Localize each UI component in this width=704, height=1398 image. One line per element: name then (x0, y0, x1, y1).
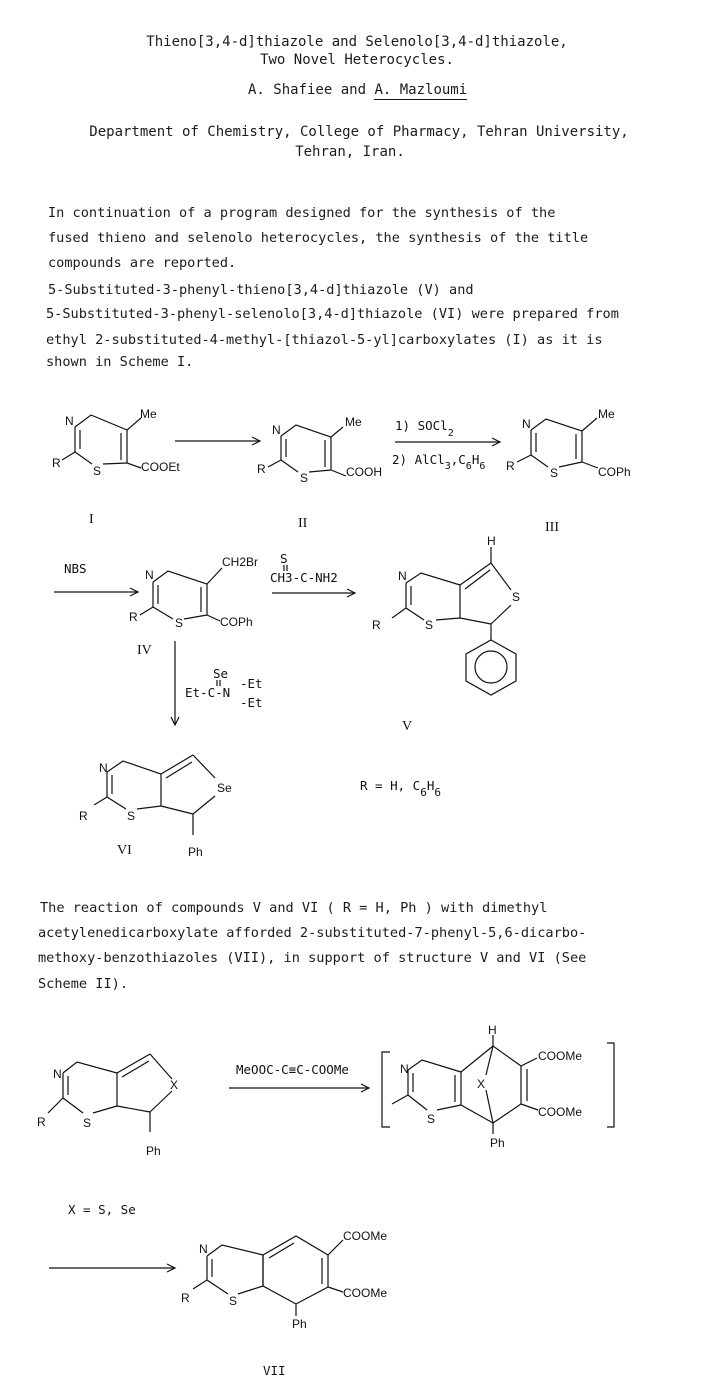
atom-N: N (99, 761, 108, 775)
atom-R: R (181, 1291, 190, 1305)
compound-V-label: V (402, 719, 413, 734)
atom-S: S (229, 1294, 238, 1308)
compound-I-label: I (89, 512, 94, 527)
intro-line-2: fused thieno and selenolo heterocycles, the synthesis of the title (48, 230, 589, 246)
intro-line-1: In continuation of a program designed for the synthesis of the (48, 205, 556, 221)
atom-H: H (488, 1023, 497, 1037)
selenoamide-et-top: -Et (240, 676, 263, 691)
bracket-right (607, 1043, 614, 1127)
intro-line-3: compounds are reported. (48, 255, 237, 271)
para2-line-4: shown in Scheme I. (46, 354, 194, 370)
atom-S: S (175, 616, 184, 630)
reagent-alcl3: 2) $AlCl_3,C_6H_6$ (392, 452, 486, 472)
atom-S: S (300, 471, 309, 485)
atom-S: S (83, 1116, 92, 1130)
selenoamide-et-bottom: -Et (240, 695, 263, 710)
atom-N: N (272, 423, 281, 437)
x-atom: X (170, 1078, 179, 1092)
atom-R: R (37, 1115, 46, 1129)
compound-III-label: III (545, 520, 559, 535)
para3-line-3: methoxy-benzothiazoles (VII), in support of structure V and VI (See (38, 950, 587, 966)
scheme2-adduct (392, 1023, 582, 1150)
atom-R: R (52, 456, 61, 470)
compound-IV-structure (129, 555, 258, 658)
atom-S: S (550, 466, 559, 480)
selenium-above: Se (213, 666, 229, 681)
atom-N: N (53, 1067, 62, 1081)
author-mazloumi: A. Mazloumi (374, 82, 468, 98)
atom-N: N (65, 414, 74, 428)
atom-S: S (127, 809, 136, 823)
x-atom: X (477, 1077, 486, 1091)
para3-line-2: acetylenedicarboxylate afforded 2-substituted-7-phenyl-5,6-dicarbo- (38, 925, 587, 941)
compound-IV-top-substituent: CH2Br (222, 555, 259, 569)
scheme2-reactant (37, 1054, 178, 1158)
atom-S: S (93, 464, 102, 478)
atom-Me: Me (140, 407, 157, 421)
compound-IV-substituent: COPh (220, 615, 253, 629)
compound-VII-label: VII (263, 1363, 286, 1378)
para2-line-1: 5-Substituted-3-phenyl-thieno[3,4-d]thiazole (V) and (48, 282, 474, 298)
sulfur-above: S (280, 551, 288, 566)
para2-line-3: ethyl 2-substituted-4-methyl-[thiazol-5-yl]carboxylates (I) as it is (46, 332, 603, 348)
para3-line-1: The reaction of compounds V and VI ( R = H, Ph ) with dimethyl (40, 900, 548, 916)
compound-II-substituent: COOH (346, 465, 382, 479)
phenyl-label: Ph (490, 1136, 505, 1150)
atom-N: N (522, 417, 531, 431)
phenyl-label: Ph (188, 845, 203, 859)
atom-Se: Se (217, 781, 232, 795)
selenoamide-formula: Et-C-N (185, 685, 231, 700)
atom-N: N (400, 1062, 409, 1076)
compound-VI-structure (79, 755, 232, 859)
r-definition: R = H, C6H6 (360, 778, 441, 799)
title-line-2: Two Novel Heterocycles. (260, 52, 454, 68)
thioamide-formula: CH3-C-NH2 (270, 570, 338, 585)
phenyl-label: Ph (292, 1317, 307, 1331)
compound-V-structure (372, 534, 520, 734)
ester-bottom: COOMe (343, 1286, 388, 1300)
atom-S: S (512, 590, 521, 604)
reagent-nbs: NBS (64, 561, 87, 576)
compound-IV-label: IV (137, 643, 152, 658)
title-line-1: Thieno[3,4-d]thiazole and Selenolo[3,4-d]thiazole, (146, 34, 568, 50)
x-definition: X = S, Se (68, 1202, 136, 1217)
thioamide-reagent (270, 551, 338, 585)
dmad-reagent: MeOOC-C≡C-COOMe (236, 1062, 349, 1077)
atom-S: S (425, 618, 434, 632)
atom-H: H (487, 534, 496, 548)
atom-R: R (79, 809, 88, 823)
compound-II-label: II (298, 516, 308, 531)
compound-II-structure (257, 415, 382, 531)
atom-N: N (398, 569, 407, 583)
compound-VI-label: VI (117, 843, 132, 858)
ester-top: COOMe (538, 1049, 583, 1063)
bracket-left (382, 1052, 390, 1127)
compound-III-structure (506, 407, 631, 535)
ester-bottom: COOMe (538, 1105, 583, 1119)
atom-Me: Me (345, 415, 362, 429)
compound-I-structure (52, 407, 180, 527)
atom-R: R (372, 618, 381, 632)
atom-Me: Me (598, 407, 615, 421)
compound-I-substituent: COOEt (141, 460, 180, 474)
para2-line-2: 5-Substituted-3-phenyl-selenolo[3,4-d]thiazole (VI) were prepared from (46, 306, 619, 322)
compound-III-substituent: COPh (598, 465, 631, 479)
selenoamide-reagent (185, 666, 263, 710)
atom-R: R (257, 462, 266, 476)
ester-top: COOMe (343, 1229, 388, 1243)
atom-N: N (199, 1242, 208, 1256)
atom-S: S (427, 1112, 436, 1126)
atom-R: R (129, 610, 138, 624)
phenyl-label: Ph (146, 1144, 161, 1158)
affiliation-line-2: Tehran, Iran. (295, 144, 405, 160)
compound-VII-structure (181, 1229, 387, 1331)
reagent-socl2: 1) SOCl$_2$ (395, 418, 454, 439)
atom-N: N (145, 568, 154, 582)
affiliation-line-1: Department of Chemistry, College of Pharmacy, Tehran University, (89, 124, 629, 140)
author-shafiee: A. Shafiee and (248, 82, 375, 98)
atom-R: R (506, 459, 515, 473)
para3-line-4: Scheme II). (38, 976, 129, 992)
